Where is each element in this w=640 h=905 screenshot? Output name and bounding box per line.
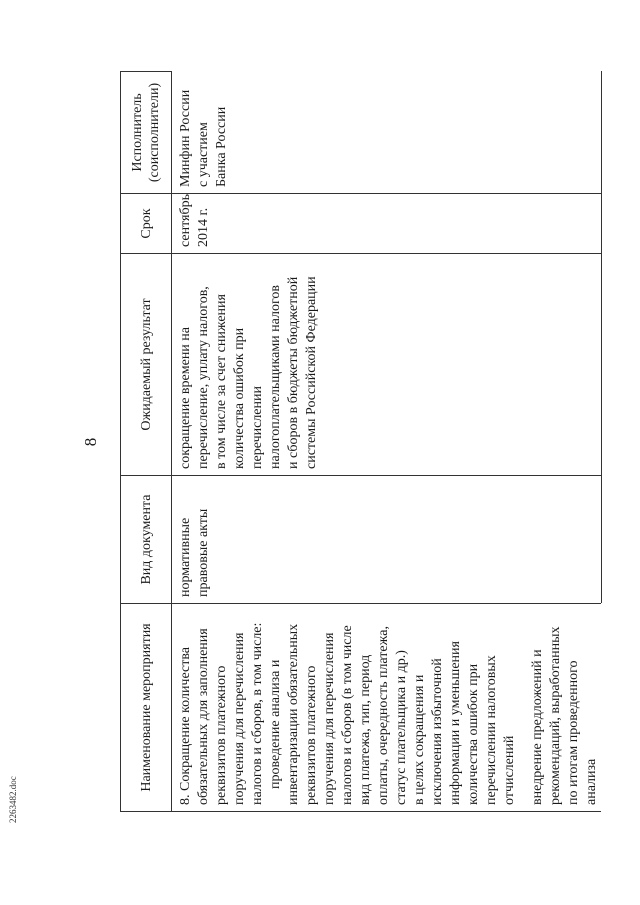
header-executor-line-1: Исполнитель (130, 93, 145, 172)
paragraph-gap (519, 610, 529, 805)
name-line: проведение анализа и (268, 659, 283, 789)
term-line: сентябрь (178, 194, 193, 247)
name-line: оплаты, очередность платежа, (376, 625, 391, 805)
header-executor-line-2: (соисполнители) (147, 82, 162, 183)
result-line: перечисление, уплату налогов, (196, 286, 211, 469)
name-line: 8. Сокращение количества (178, 646, 193, 805)
measures-table (120, 71, 602, 812)
name-line: поручения для перечисления (322, 632, 337, 805)
cell-doc-type (172, 476, 602, 604)
name-line: отчислений (502, 735, 517, 805)
name-line: статус плательщика и др.) (394, 650, 409, 805)
result-line: в том числе за счет снижения (214, 294, 229, 469)
name-line: налогов и сборов (в том числе (340, 625, 355, 805)
term-line: 2014 г. (196, 207, 211, 247)
doc-type-line: нормативные (178, 517, 193, 597)
result-line: и сборов в бюджеты бюджетной (286, 276, 301, 469)
name-line: реквизитов платежного (214, 665, 229, 805)
name-line: поручения для перечисления (232, 632, 247, 805)
name-line: вид платежа, тип, период (358, 654, 373, 805)
name-line: количества ошибок при (466, 663, 481, 805)
executor-line: Банка России (214, 106, 229, 187)
cell-result (172, 254, 602, 476)
table-header-row (121, 72, 172, 812)
file-name-note: 2263482.doc (8, 776, 18, 823)
header-name: Наименование мероприятия (121, 604, 172, 812)
cell-executor (172, 72, 602, 194)
name-line: рекомендаций, выработанных (548, 626, 563, 805)
name-line: инвентаризации обязательных (286, 623, 301, 805)
executor-line: Минфин России (178, 89, 193, 187)
name-line: перечислении налоговых (484, 655, 499, 805)
name-line: в целях сокращения и (412, 674, 427, 805)
cell-name (172, 604, 602, 812)
name-line: исключения избыточной (430, 658, 445, 805)
name-line: внедрение предложений и (530, 649, 545, 805)
executor-line: с участием (196, 122, 211, 187)
name-line: налогов и сборов, в том числе: (250, 622, 265, 805)
rotated-content (77, 72, 599, 812)
name-line: по итогам проведенного (566, 660, 581, 805)
result-line: количества ошибок при (232, 327, 247, 469)
doc-type-line: правовые акты (196, 508, 211, 597)
result-line: системы Российской Федерации (304, 276, 319, 469)
header-executor (121, 72, 172, 194)
table-row (172, 72, 602, 812)
page-number: 8 (81, 437, 100, 447)
cell-term (172, 194, 602, 254)
name-line: обязательных для заполнения (196, 628, 211, 805)
result-line: налогоплательщиками налогов (268, 285, 283, 469)
name-line: информации и уменьшения (448, 641, 463, 805)
result-line: сокращение времени на (178, 326, 193, 469)
header-term: Срок (121, 194, 172, 254)
name-line: анализа (584, 758, 599, 805)
header-result: Ожидаемый результат (121, 254, 172, 476)
header-doc-type: Вид документа (121, 476, 172, 604)
name-line: реквизитов платежного (304, 665, 319, 805)
result-line: перечислении (250, 386, 265, 469)
